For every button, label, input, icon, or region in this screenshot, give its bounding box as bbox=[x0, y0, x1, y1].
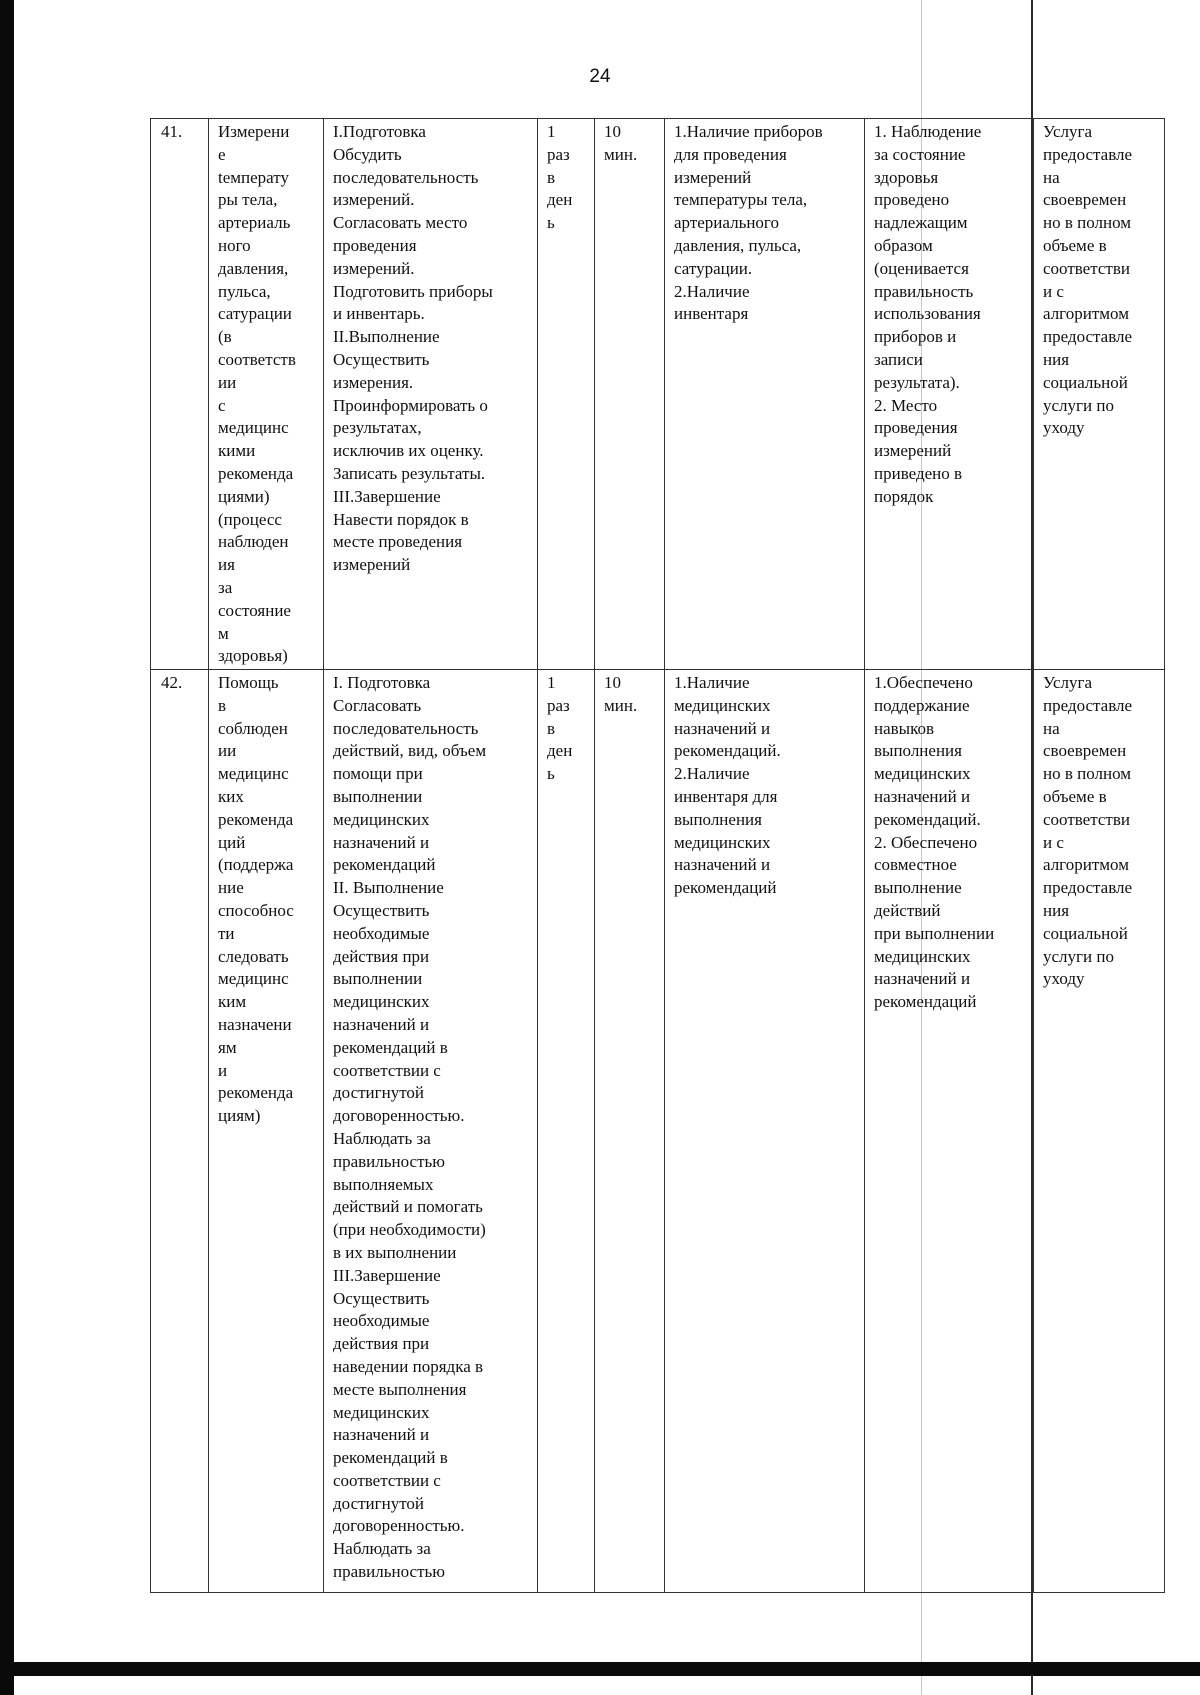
row-number: 41. bbox=[151, 119, 209, 670]
service-procedure: I.Подготовка Обсудить последовательность измерений. Согласовать место проведения измерений. Подготовить приборы и инвентарь. II.Выполнение Осуществить измерения. Проинформировать о результатах, исключив их оценку. Записать результаты. III.Завершение Навести порядок в месте проведения измерений bbox=[324, 119, 538, 670]
service-indicators: 1. Наблюдение за состояние здоровья проведено надлежащим образом (оценивается правильность использования приборов и записи результата). 2. Место проведения измерений приведено в порядок bbox=[865, 119, 1034, 670]
service-indicators: 1.Обеспечено поддержание навыков выполнения медицинских назначений и рекомендаций. 2. Обеспечено совместное выполнение действий при выполнении медицинских назначений и рекомендаций bbox=[865, 670, 1034, 1593]
service-evaluation: Услуга предоставле на своевремен но в полном объеме в соответстви и с алгоритмом предоставле ния социальной услуги по уходу bbox=[1034, 670, 1165, 1593]
scan-bottom-edge bbox=[0, 1662, 1200, 1676]
service-procedure: I. Подготовка Согласовать последовательность действий, вид, объем помощи при выполнении медицинских назначений и рекомендаций II. Выполнение Осуществить необходимые действия при выполнении медицинских назначений и рекомендаций в соответствии с достигнутой договоренностью. Наблюдать за правильностью выполняемых действий и помогать (при необходимости) в их выполнении III.Завершение Осуществить необходимые действия при наведении порядка в месте выполнения медицинских назначений и рекомендаций в соответствии с достигнутой договоренностью. Наблюдать за правильностью bbox=[324, 670, 538, 1593]
page-number: 24 bbox=[589, 66, 611, 87]
table-row bbox=[151, 119, 1165, 670]
table-row bbox=[151, 670, 1165, 1593]
service-name: Помощь в соблюден ии медицинс ких рекоменда ций (поддержа ние способнос ти следовать медицинс ким назначени ям и рекоменда циям) bbox=[209, 670, 324, 1593]
service-name: Измерени е tемперату ры тела, артериаль ного давления, пульса, сатурации (в соответств ии с медицинс кими рекоменда циями) (процесс наблюден ия за состояние м здоровья) bbox=[209, 119, 324, 670]
service-frequency: 1 раз в ден ь bbox=[538, 119, 595, 670]
services-table bbox=[150, 118, 1165, 1593]
row-number: 42. bbox=[151, 670, 209, 1593]
service-conditions: 1.Наличие медицинских назначений и рекомендаций. 2.Наличие инвентаря для выполнения медицинских назначений и рекомендаций bbox=[665, 670, 865, 1593]
service-conditions: 1.Наличие приборов для проведения измерений температуры тела, артериального давления, пульса, сатурации. 2.Наличие инвентаря bbox=[665, 119, 865, 670]
service-duration: 10 мин. bbox=[595, 119, 665, 670]
scan-left-edge bbox=[0, 0, 14, 1695]
service-frequency: 1 раз в ден ь bbox=[538, 670, 595, 1593]
service-duration: 10 мин. bbox=[595, 670, 665, 1593]
service-evaluation: Услуга предоставле на своевремен но в полном объеме в соответстви и с алгоритмом предоставле ния социальной услуги по уходу bbox=[1034, 119, 1165, 670]
